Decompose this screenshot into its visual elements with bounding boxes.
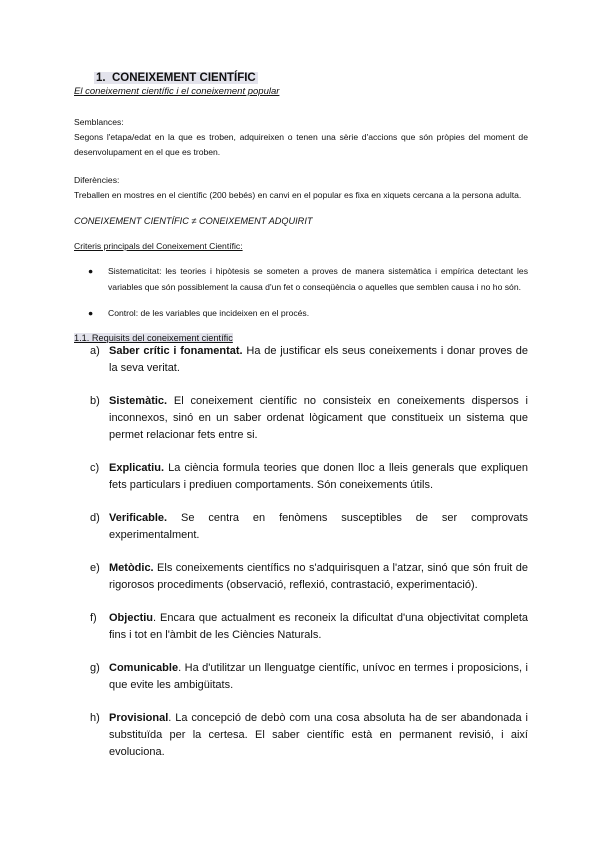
item-letter: b) <box>90 395 100 407</box>
item-letter: h) <box>90 712 100 724</box>
criteris-title: Criteris principals del Coneixement Científic: <box>74 241 243 251</box>
item-letter: g) <box>90 662 100 674</box>
item-text: Se centra en fenòmens susceptibles de ser comprovats experimentalment. <box>109 512 528 541</box>
item-text: . Ha d'utilitzar un llenguatge científic, unívoc en termes i proposicions, i que evite les ambigüitats. <box>109 662 528 691</box>
bullet-icon: ● <box>88 266 94 276</box>
item-text: . Encara que actualment es reconeix la dificultat d'una objectivitat completa fins i tot en l'àmbit de les Ciències Naturals. <box>109 612 528 641</box>
list-item <box>74 710 528 761</box>
section-heading <box>94 72 528 84</box>
list-item <box>74 560 528 594</box>
list-item <box>74 343 528 377</box>
list-item <box>74 263 528 295</box>
subtitle: El coneixement científic i el coneixement popular <box>74 86 280 97</box>
requisits-list <box>74 343 528 761</box>
item-term: Sistemàtic. <box>109 395 168 407</box>
list-item <box>74 393 528 444</box>
item-term: Saber crític i fonamentat. <box>109 345 243 357</box>
semblances-label: Semblances: <box>74 117 124 127</box>
list-item <box>74 305 528 321</box>
heading-number: 1. <box>96 72 106 84</box>
semblances-text: Segons l'etapa/edat en la que es troben, adquireixen o tenen una sèrie d'accions que són pròpies del moment de desenvolupament en el que es troben. <box>74 132 528 157</box>
diferencies-label: Diferències: <box>74 175 120 185</box>
list-item-text: Control: de les variables que incideixen en el procés. <box>108 308 310 318</box>
criteris-list <box>74 263 528 321</box>
list-item <box>74 460 528 494</box>
list-item <box>74 510 528 544</box>
semblances-block <box>74 115 528 160</box>
item-letter: c) <box>90 462 100 474</box>
item-letter: d) <box>90 512 100 524</box>
item-term: Verificable. <box>109 512 168 524</box>
item-letter: f) <box>90 612 97 624</box>
item-text: El coneixement científic no consisteix en coneixements dispersos i inconnexos, sinó en un saber ordenat lògicament que constitueix un sistema que permet relacionar fets entre si. <box>109 395 528 441</box>
diferencies-text: Treballen en mostres en el científic (200 bebés) en canvi en el popular es fixa en xiquets cercana a la persona adulta. <box>74 190 522 200</box>
item-text: Ha de justificar els seus coneixements i donar proves de la seva veritat. <box>109 345 528 374</box>
diferencies-block <box>74 173 528 203</box>
item-letter: e) <box>90 562 100 574</box>
item-text: . La concepció de debò com una cosa absoluta ha de ser abandonada i substituïda per la certesa. El saber científic està en permanent revisió, i així evoluciona. <box>109 712 528 758</box>
list-item <box>74 660 528 694</box>
heading-title: CONEIXEMENT CIENTÍFIC <box>111 72 256 84</box>
item-text: La ciència formula teories que donen lloc a lleis generals que expliquen fets particulars i prediuen comportaments. Són coneixements útils. <box>109 462 528 491</box>
item-term: Metòdic. <box>109 562 154 574</box>
list-item-text: Sistematicitat: les teories i hipòtesis se someten a proves de manera sistemàtica i empírica detectant les variables que són possiblement la causa d'un fet o conseqüència o aquelles que semblen causa i no ho són. <box>108 266 528 292</box>
item-text: Els coneixements científics no s'adquirisquen a l'atzar, sinó que són fruit de rigorosos procediments (observació, reflexió, contrastació, experimentació). <box>109 562 528 591</box>
item-letter: a) <box>90 345 100 357</box>
item-term: Objectiu <box>109 612 154 624</box>
item-term: Provisional <box>109 712 169 724</box>
requisits-title: 1.1. Requisits del coneixement científic <box>74 333 233 343</box>
bullet-icon: ● <box>88 308 94 318</box>
comparison-line: CONEIXEMENT CIENTÍFIC ≠ CONEIXEMENT ADQUIRIT <box>74 216 313 226</box>
list-item <box>74 610 528 644</box>
item-term: Explicatiu. <box>109 462 165 474</box>
item-term: Comunicable <box>109 662 179 674</box>
